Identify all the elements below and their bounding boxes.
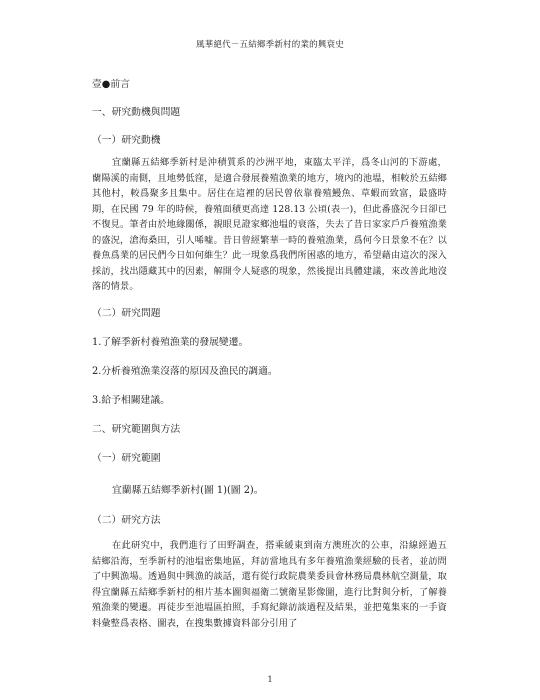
question-1: 1.了解季新村養殖漁業的發展變遷。 [92, 337, 249, 348]
section-heading-preface: 壹●前言 [92, 79, 130, 90]
heading-scope-method: 二、研究範圍與方法 [92, 424, 181, 435]
subheading-problems: （二）研究問題 [92, 308, 161, 319]
question-2: 2.分析養殖漁業沒落的原因及漁民的調適。 [92, 366, 278, 377]
motive-paragraph: 宜蘭縣五結鄉季新村是沖積質系的沙洲平地，東臨太平洋，爲冬山河的下游處，蘭陽溪的南側，且地勢低窪，是適合發展養殖漁業的地方，境內的池塭，相較於五結鄉其他村，較爲聚多且集中。居住在這裡的居民曾依靠養殖鰻魚、草蝦而致富，最盛時期，在民國 79 年的時候，養殖面積更高達 128.13 公頃(表一)，但此番盛況今日卻已不復見。筆者由於地緣關係，親眼見證家鄉池塭的衰落，失去了昔日家家戶戶養殖漁業的盛況，滄海桑田，引人唏噓。昔日曾經繁華一時的養殖漁業，爲何今日景象不在？以養魚爲業的居民們今日如何維生？此一現象爲我們所困惑的地方，希望藉由這次的深入採訪，找出隱藏其中的因素，解開令人疑惑的現象，然後提出具體建議，來改善此地沒落的情景。 [92, 157, 447, 292]
scope-text: 宜蘭縣五結鄉季新村(圖 1)(圖 2)。 [112, 485, 264, 496]
question-3: 3.給予相關建議。 [92, 395, 170, 406]
running-header: 風華絕代－五結鄉季新村的業的興衰史 [196, 40, 344, 50]
subheading-scope: （一）研究範圍 [92, 453, 161, 464]
subheading-motive: （一）研究動機 [92, 135, 161, 146]
method-paragraph: 在此研究中，我們進行了田野調查，搭乘緩東到南方澳班次的公車，沿線經過五結鄉沿海，至季新村的池塭密集地區，拜訪當地具有多年養殖漁業經驗的長者，並訪問了中興漁場。透過與中興漁的談話，還有從行政院農業委員會林務局農林航空測量，取得宜蘭縣五結鄉季新村的相片基本圖與福衛二號衛星影像圖，進行比對與分析，了解養殖漁業的變遷。再徒步至池塭區拍照，手寫紀錄訪談過程及結果，並把蒐集來的一手資料彙整爲表格、圖表，在搜集數據資料部分引用了 [92, 540, 447, 629]
page-number: 1 [267, 675, 273, 684]
subheading-method: （二）研究方法 [92, 515, 161, 526]
heading-motive-problem: 一、研究動機與問題 [92, 107, 181, 118]
